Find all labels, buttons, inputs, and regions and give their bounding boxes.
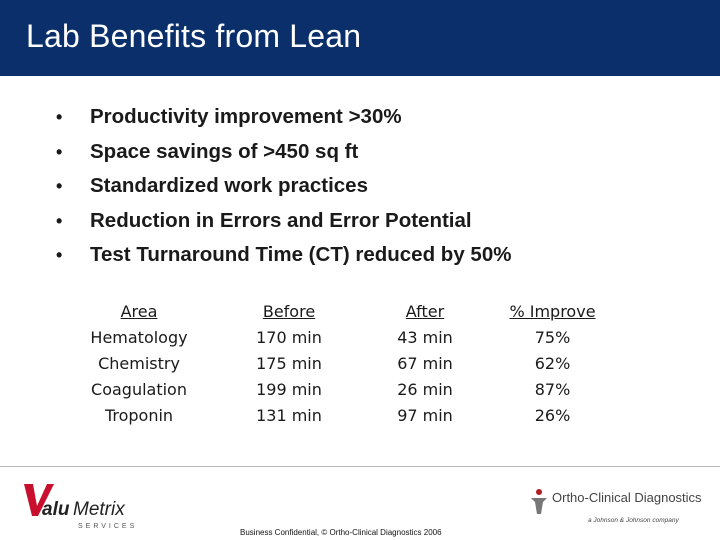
table-header-area: Area [120,301,158,321]
bullet-item [56,204,511,239]
footer-divider [0,466,720,467]
bullet-list [56,100,511,273]
bullet-text: Space savings of >450 sq ft [90,139,359,163]
bullet-icon: • [56,245,63,265]
table-cell: 67 min [397,353,453,373]
bullet-text: Reduction in Errors and Error Potential [90,208,472,232]
table-header-row [70,298,625,324]
bullet-item [56,238,511,273]
table-cell: 26% [534,405,571,425]
ortho-clinical-logo [528,486,708,528]
valumetrix-logo [18,478,148,530]
table-cell: 26 min [397,379,453,399]
table-cell: 199 min [256,379,322,399]
confidential-notice: Business Confidential, © Ortho-Clinical Diagnostics 2006 [240,528,442,537]
table-header-before: Before [262,301,316,321]
slide-header [0,0,720,76]
valumetrix-alu: alu [42,499,70,520]
table-cell: Chemistry [98,353,180,373]
bullet-text: Productivity improvement >30% [90,105,402,128]
table-row [70,376,625,402]
table-cell: 62% [534,353,571,373]
slide-title: Lab Benefits from Lean [26,18,362,54]
ocd-name: Ortho-Clinical Diagnostics [552,490,702,505]
table-cell: 97 min [397,405,453,425]
bullet-icon: • [56,176,63,196]
ocd-tagline: a Johnson & Johnson company [588,517,679,524]
table-cell: Coagulation [91,379,187,399]
table-row [70,402,625,428]
bullet-icon: • [56,141,63,162]
table-row [70,350,625,376]
bullet-text: Standardized work practices [90,174,368,197]
bullet-text: Test Turnaround Time (CT) reduced by 50% [90,243,512,266]
table-header-improve: % Improve [509,301,596,321]
improvement-table [70,298,625,428]
bullet-item [56,135,511,170]
table-cell: 75% [534,327,571,347]
table-cell: 131 min [256,405,322,425]
bullet-item [56,169,511,204]
table-cell: 175 min [256,353,322,373]
valumetrix-metrix: Metrix [73,499,125,520]
table-header-after: After [405,301,445,321]
table-cell: 170 min [256,327,322,347]
table-cell: 43 min [397,327,453,347]
table-row [70,324,625,350]
bullet-item [56,100,511,135]
valumetrix-services: SERVICES [78,523,138,530]
table-cell: 87% [534,379,571,399]
ocd-figure-icon [531,489,547,514]
bullet-icon: • [56,210,63,231]
table-cell: Troponin [104,405,174,425]
table-cell: Hematology [90,327,188,347]
bullet-icon: • [56,107,63,127]
